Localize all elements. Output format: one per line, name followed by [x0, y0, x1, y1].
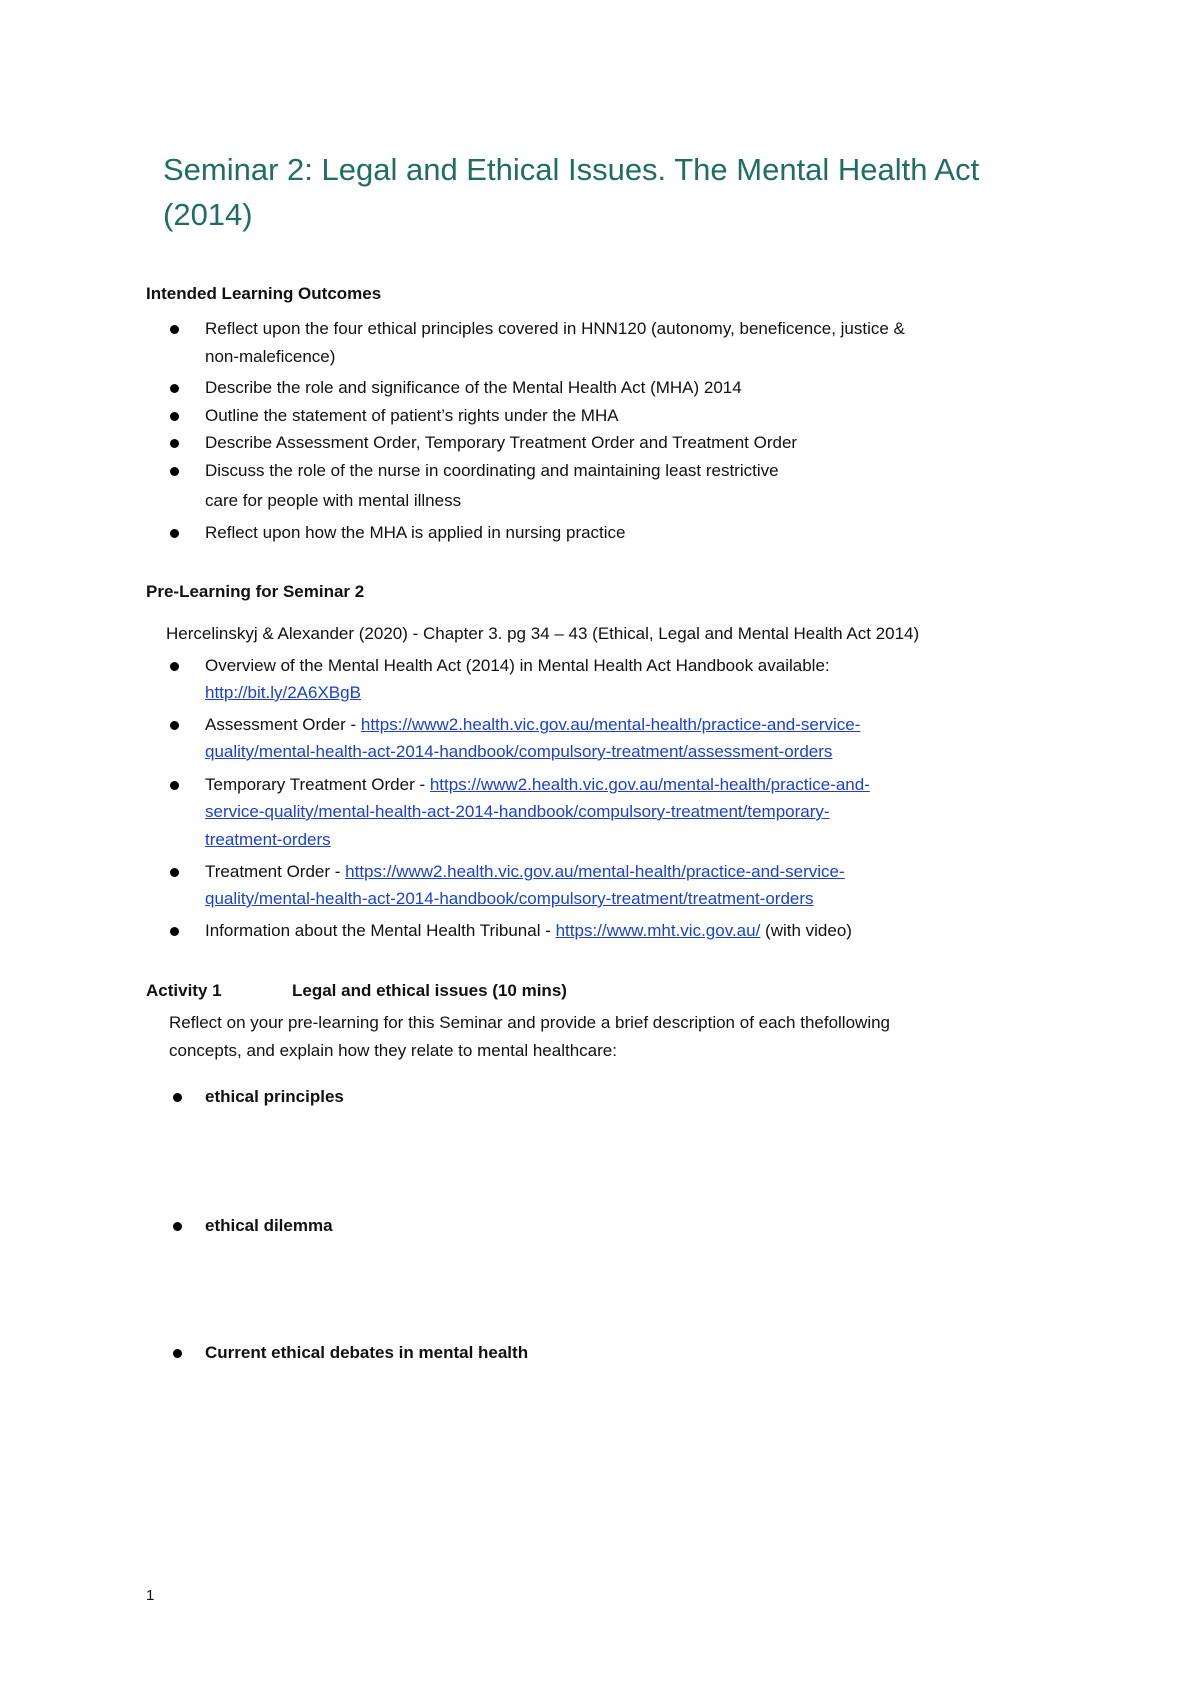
list-item-continuation	[205, 798, 1065, 826]
bullet-icon	[170, 781, 179, 790]
list-item: Assessment Order - https://www2.health.vic.gov.au/mental-health/practice-and-service-	[205, 711, 1065, 739]
list-item-continuation	[205, 679, 1065, 707]
list-item: Current ethical debates in mental health	[205, 1339, 1065, 1367]
bullet-icon	[173, 1093, 182, 1102]
list-item-continuation: care for people with mental illness	[205, 491, 462, 510]
list-item: Describe the role and significance of the Mental Health Act (MHA) 2014	[205, 374, 1065, 402]
bullet-icon	[170, 529, 179, 538]
outcomes-heading: Intended Learning Outcomes	[146, 284, 382, 303]
temporary-treatment-order-link[interactable]: treatment-orders	[205, 830, 331, 849]
page-number: 1	[146, 1587, 155, 1604]
list-item-continuation	[205, 826, 1065, 854]
list-item: ethical dilemma	[205, 1212, 1065, 1240]
bullet-icon	[170, 927, 179, 936]
tribunal-link[interactable]: https://www.mht.vic.gov.au/	[555, 921, 761, 940]
list-item: ethical principles	[205, 1083, 1065, 1111]
bullet-icon	[170, 384, 179, 393]
list-item: Treatment Order - https://www2.health.vic.gov.au/mental-health/practice-and-service-	[205, 858, 1065, 886]
bullet-icon	[170, 868, 179, 877]
activity-label: Activity 1	[146, 981, 222, 1000]
treatment-order-link[interactable]: quality/mental-health-act-2014-handbook/compulsory-treatment/treatment-orders	[205, 889, 814, 908]
bullet-icon	[170, 412, 179, 421]
treatment-order-link[interactable]: https://www2.health.vic.gov.au/mental-health/practice-and-service-	[345, 862, 845, 881]
list-item: Reflect upon how the MHA is applied in nursing practice	[205, 519, 1065, 547]
list-item: Outline the statement of patient’s rights under the MHA	[205, 402, 1065, 430]
temporary-treatment-order-link[interactable]: https://www2.health.vic.gov.au/mental-health/practice-and-	[429, 775, 870, 794]
assessment-order-link[interactable]: https://www2.health.vic.gov.au/mental-health/practice-and-service-	[360, 715, 861, 734]
list-item: Discuss the role of the nurse in coordinating and maintaining least restrictive	[205, 457, 1065, 485]
reference-text: Hercelinskyj & Alexander (2020) - Chapter 3. pg 34 – 43 (Ethical, Legal and Mental Health Act 2014)	[166, 624, 920, 643]
activity-instructions: Reflect on your pre-learning for this Seminar and provide a brief description of each thefollowing	[169, 1013, 891, 1032]
list-item: Reflect upon the four ethical principles covered in HNN120 (autonomy, beneficence, justice &	[205, 315, 1065, 343]
list-item: Information about the Mental Health Tribunal - https://www.mht.vic.gov.au/ (with video)	[205, 917, 1065, 945]
handbook-link[interactable]: http://bit.ly/2A6XBgB	[205, 683, 361, 702]
bullet-icon	[170, 721, 179, 730]
bullet-icon	[173, 1349, 182, 1358]
prelearning-heading: Pre-Learning for Seminar 2	[146, 582, 365, 601]
activity-instructions: concepts, and explain how they relate to mental healthcare:	[169, 1041, 617, 1060]
list-item-continuation: non-maleficence)	[205, 347, 336, 366]
activity-heading: Legal and ethical issues (10 mins)	[292, 981, 567, 1000]
list-item: Describe Assessment Order, Temporary Treatment Order and Treatment Order	[205, 429, 1065, 457]
bullet-icon	[170, 662, 179, 671]
list-item: Overview of the Mental Health Act (2014) in Mental Health Act Handbook available:	[205, 652, 1065, 680]
list-item: Temporary Treatment Order - https://www2.health.vic.gov.au/mental-health/practice-and-	[205, 771, 1065, 799]
bullet-icon	[173, 1222, 182, 1231]
bullet-icon	[170, 439, 179, 448]
assessment-order-link[interactable]: quality/mental-health-act-2014-handbook/compulsory-treatment/assessment-orders	[205, 742, 833, 761]
bullet-icon	[170, 467, 179, 476]
bullet-icon	[170, 325, 179, 334]
list-item-continuation	[205, 885, 1065, 913]
list-item-continuation	[205, 738, 1065, 766]
page-title: Seminar 2: Legal and Ethical Issues. The Mental Health Act (2014)	[163, 152, 980, 232]
temporary-treatment-order-link[interactable]: service-quality/mental-health-act-2014-handbook/compulsory-treatment/temporary-	[205, 802, 830, 821]
